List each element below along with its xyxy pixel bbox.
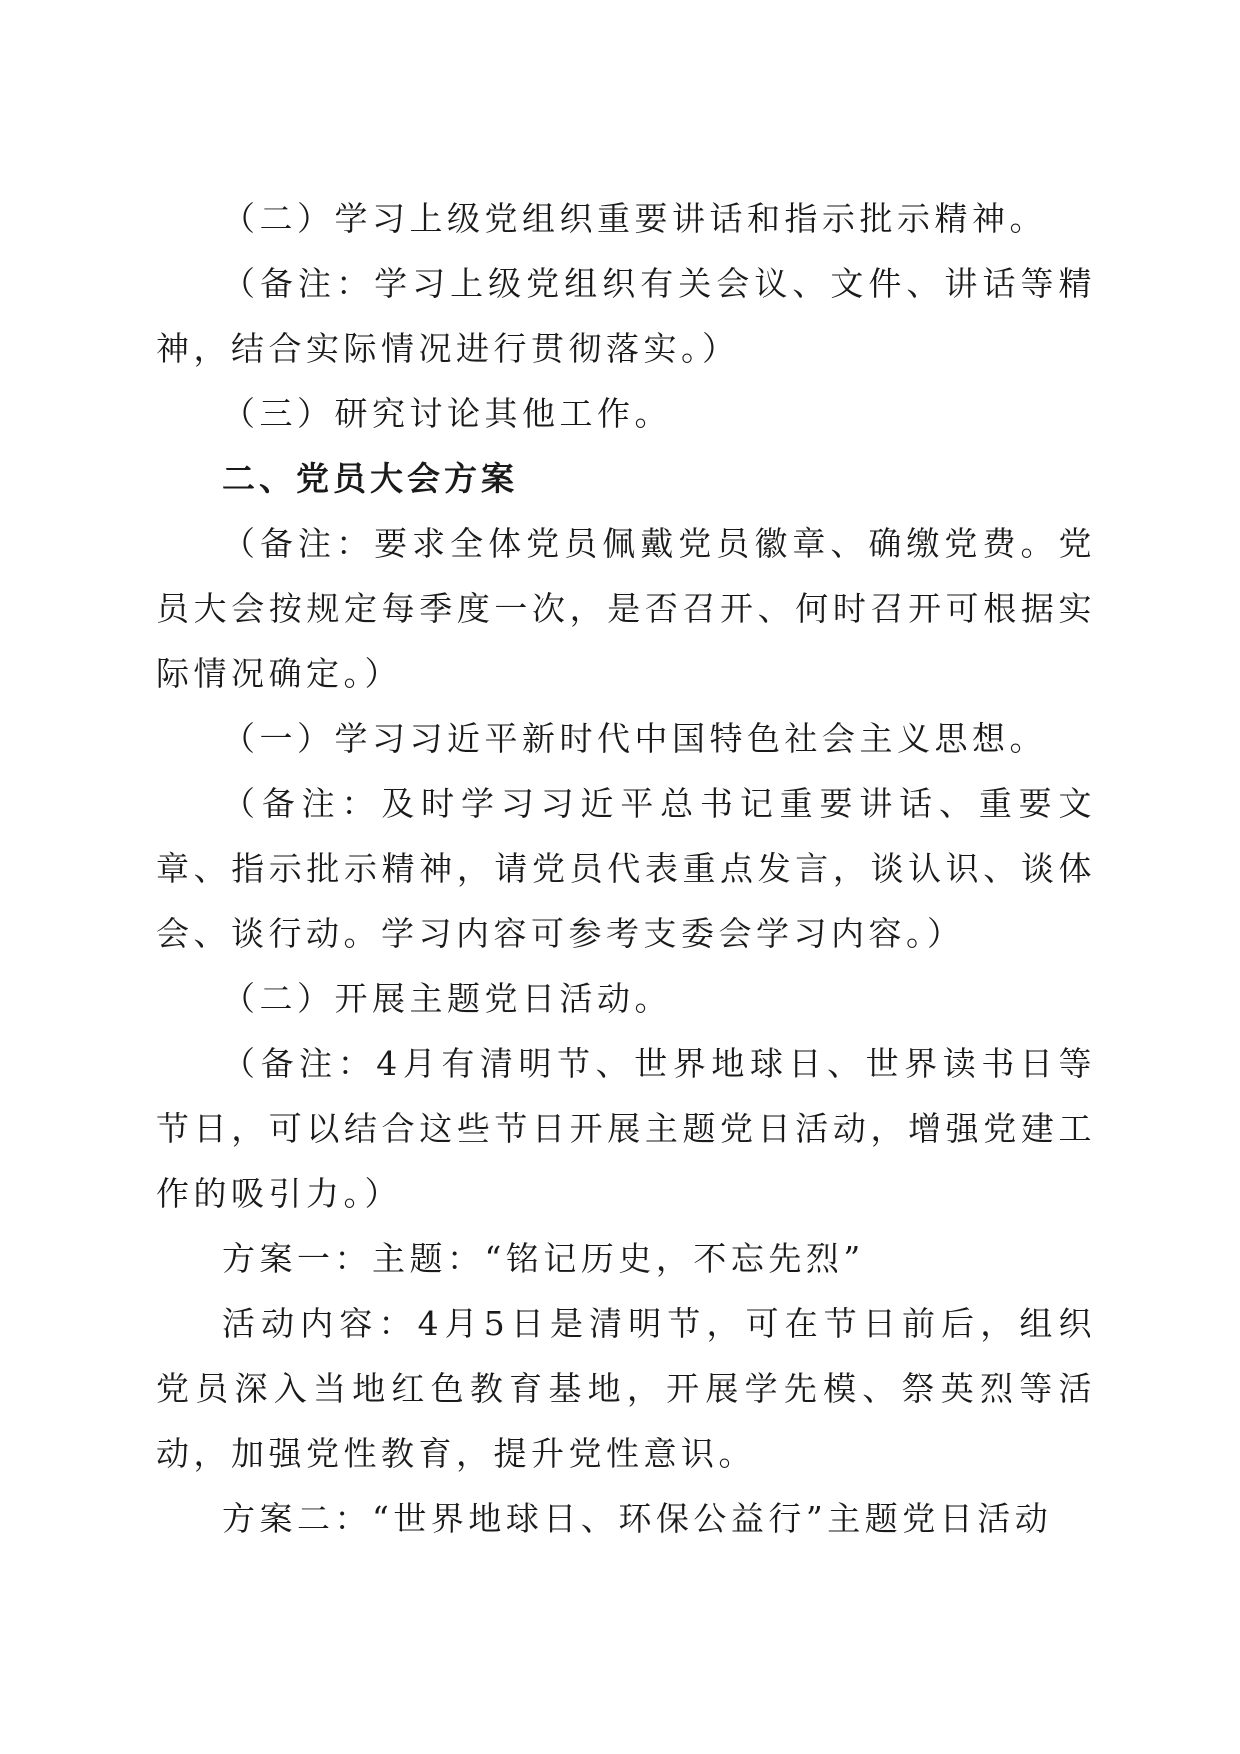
plan-one-title: 方案一：主题：“铭记历史，不忘先烈” <box>222 1239 865 1278</box>
section-heading-party-member-meeting: 二、党员大会方案 <box>222 459 518 498</box>
subsection-heading-study-superior-instructions: （二）学习上级党组织重要讲话和指示批示精神。 <box>222 199 1047 238</box>
subsection-heading-theme-party-day: （二）开展主题党日活动。 <box>222 979 672 1018</box>
note-paragraph: （备注：要求全体党员佩戴党员徽章、确缴党费。党员大会按规定每季度一次，是否召开、何时召开可根据实际情况确定。） <box>156 524 1096 693</box>
subsection-heading-study-thought: （一）学习习近平新时代中国特色社会主义思想。 <box>222 719 1047 758</box>
plan-one-content: 活动内容：4月5日是清明节，可在节日前后，组织党员深入当地红色教育基地，开展学先模、祭英烈等活动，加强党性教育，提升党性意识。 <box>156 1304 1096 1473</box>
plan-two-title: 方案二：“世界地球日、环保公益行”主题党日活动 <box>222 1499 1053 1538</box>
subsection-heading-other-work: （三）研究讨论其他工作。 <box>222 394 672 433</box>
document-body <box>156 186 1096 1551</box>
note-paragraph: （备注：学习上级党组织有关会议、文件、讲话等精神，结合实际情况进行贯彻落实。） <box>156 264 1096 368</box>
note-paragraph: （备注：4月有清明节、世界地球日、世界读书日等节日，可以结合这些节日开展主题党日活动，增强党建工作的吸引力。） <box>156 1044 1096 1213</box>
note-paragraph: （备注：及时学习习近平总书记重要讲话、重要文章、指示批示精神，请党员代表重点发言，谈认识、谈体会、谈行动。学习内容可参考支委会学习内容。） <box>156 784 1096 953</box>
